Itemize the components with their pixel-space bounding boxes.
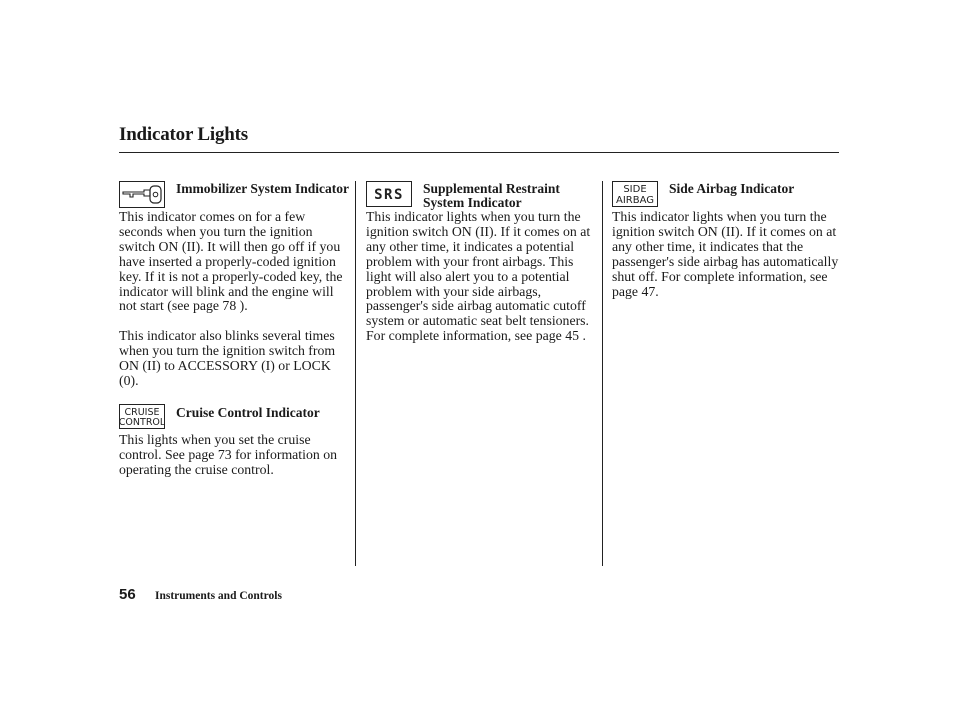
cruise-body: This lights when you set the cruise control. See page 73 for information on operating the cruise control. <box>119 431 338 477</box>
column-immobilizer-cruise <box>119 181 349 478</box>
key-icon <box>119 181 165 208</box>
side-airbag-icon <box>612 181 658 207</box>
cruise-icon-line-1: CRUISE <box>124 406 160 418</box>
cruise-heading: Cruise Control Indicator <box>176 404 320 420</box>
cruise-control-icon <box>119 404 165 429</box>
section-name: Instruments and Controls <box>155 590 282 602</box>
immobilizer-heading: Immobilizer System Indicator <box>176 181 349 196</box>
side-airbag-heading: Side Airbag Indicator <box>669 181 795 196</box>
side-airbag-icon-line-2: AIRBAG <box>615 195 655 206</box>
column-divider <box>355 181 356 566</box>
srs-icon-text: SRS <box>374 187 404 203</box>
srs-body: This indicator lights when you turn the ignition switch ON (II). If it comes on at any other time, it indicates a potential problem with your front airbags. This light will also alert you to a potential problem with your side airbags, passenger's side airbag automatic cutoff system or automatic seat belt tensioners. For complete information, see page 45 . <box>366 209 591 344</box>
cruise-header <box>119 404 349 432</box>
side-airbag-icon-line-1: SIDE <box>623 184 647 195</box>
title-rule <box>119 152 839 153</box>
srs-heading: Supplemental Restraint System Indicator <box>423 181 560 210</box>
srs-header <box>366 181 596 209</box>
immobilizer-paragraph-2: This indicator also blinks several times when you turn the ignition switch from ON (II) to ACCESSORY (I) or LOCK (0). <box>119 328 336 389</box>
immobilizer-header <box>119 181 349 209</box>
side-airbag-body: This indicator lights when you turn the ignition switch ON (II). If it comes on at any other time, it indicates that the passenger's side airbag has automatically shut off. For complete information, see page 47. <box>612 209 839 299</box>
page-title: Indicator Lights <box>119 124 248 145</box>
paragraph-gap <box>119 314 349 329</box>
column-srs <box>366 181 596 344</box>
column-side-airbag <box>612 181 842 299</box>
cruise-icon-line-2: CONTROL <box>119 416 165 428</box>
page-number: 56 <box>119 586 136 603</box>
srs-icon <box>366 181 412 207</box>
immobilizer-paragraph-1: This indicator comes on for a few seconds when you turn the ignition switch ON (II). It will then go off if you have inserted a properly-coded ignition key. If it is not a properly-coded key, the indicator will blink and the engine will not start (see page 78 ). <box>119 209 343 314</box>
side-airbag-header <box>612 181 842 209</box>
column-divider <box>602 181 603 566</box>
